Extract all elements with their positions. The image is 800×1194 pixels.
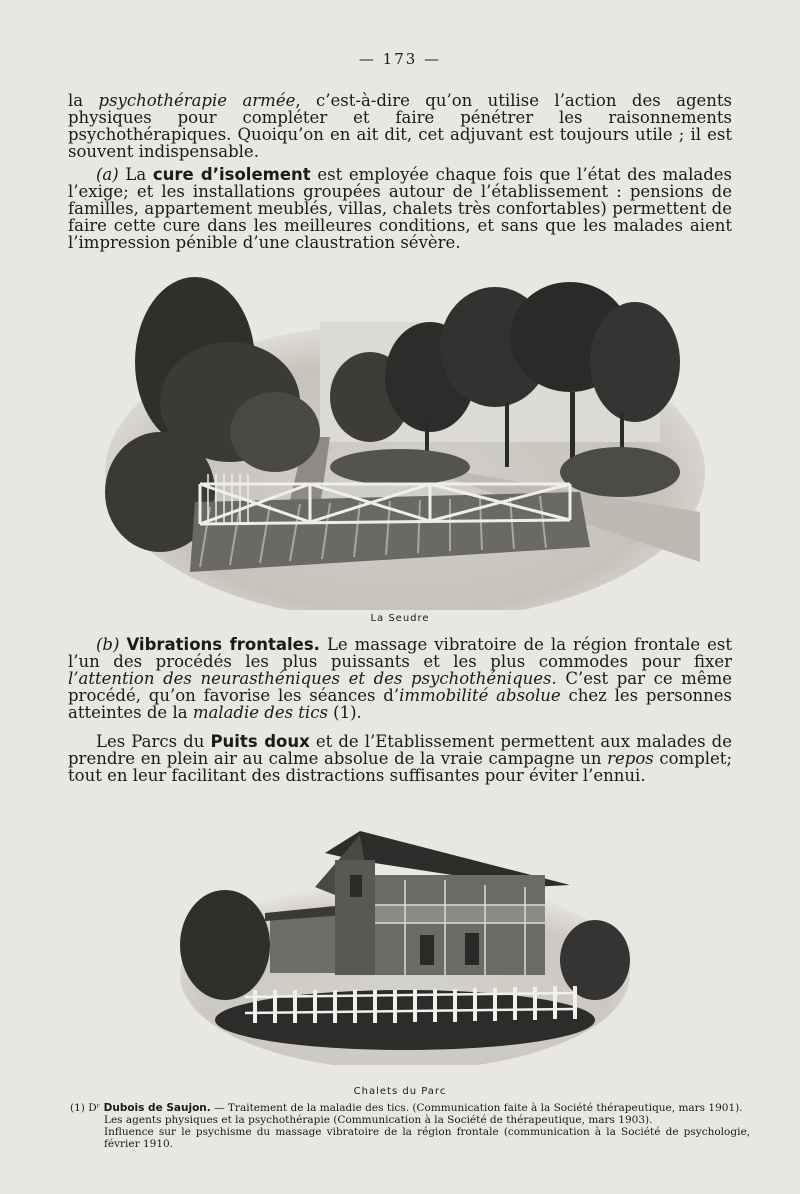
p1-text-2: , c’est-à-dire qu’on utilise l’action des agents physiques pour compléter et faire pénétrer les raisonnements psychothérapiques. Quoiqu’on en ait dit, cet adjuvant est toujours utile ; il est souvent indispensable. [68, 91, 732, 161]
photo-la-seudre [100, 262, 710, 610]
p3-text-3: chez les personnes atteintes de la [68, 686, 733, 722]
p3-marker: (b) [96, 635, 120, 654]
footnote-line-3: Influence sur le psychisme du massage vibratoire de la région frontale (communication à la Société de psychologie, février 1910. [104, 1126, 750, 1150]
chalet-photo [175, 825, 635, 1065]
p3-italic-1: l’attention des neurasthéniques et des psychothéniques. [68, 669, 557, 688]
photo-chalets-du-parc [175, 825, 635, 1065]
footnote-line-2: Les agents physiques et la psychothérapie (Communication à la Société de thérapeutique, mars 1903). [104, 1114, 653, 1126]
bridge-river-photo [100, 262, 710, 610]
p2-text-2: est employée chaque fois que l’état des malades l’exige; et les installations groupées autour de l’établissement : pensions de familles, appartement meublés, villas, chalets très confortables) permettent de faire cette cure dans les meilleures conditions, et sans que les malades aient l’impression pénible d’une claustration sévère. [68, 165, 732, 252]
paragraph-cure-isolement [68, 166, 732, 251]
footnote-line-1: — Traitement de la maladie des tics. (Communication faite à la Société thérapeutique, mars 1901). [210, 1102, 743, 1114]
p3-text-4: (1). [327, 703, 362, 722]
p3-text-2: C’est par ce même procédé, qu’on favorise les séances d’ [68, 669, 733, 705]
caption-chalets-du-parc: Chalets du Parc [353, 1086, 447, 1097]
footnote-marker: (1) Dʳ [70, 1102, 101, 1114]
p3-italic-3: maladie des tics [192, 703, 328, 722]
footnote-author: Dubois de Saujon. [103, 1102, 211, 1114]
p4-text-1: Les Parcs du [96, 732, 211, 751]
p4-text-3: complet; tout en leur facilitant des distractions suffisantes pour éviter l’ennui. [68, 749, 732, 785]
p4-italic: repos [607, 749, 654, 768]
p2-bold: cure d’isolement [152, 165, 311, 184]
p4-text-2: et de l’Etablissement permettent aux malades de prendre en plein air au calme absolue de la vraie campagne un [68, 732, 732, 768]
p1-italic: psychothérapie armée [98, 91, 296, 110]
p4-bold: Puits doux [210, 732, 310, 751]
paragraph-vibrations-frontales [68, 636, 732, 721]
paragraph-psychotherapie [68, 92, 732, 160]
footnote-1 [70, 1102, 750, 1114]
paragraph-parcs [68, 733, 732, 784]
p3-italic-2: immobilité absolue [399, 686, 561, 705]
caption-la-seudre: La Seudre [370, 613, 430, 624]
p3-bold: Vibrations frontales. [126, 635, 320, 654]
page-number: — 173 — [358, 50, 442, 68]
p3-text-1: Le massage vibratoire de la région frontale est l’un des procédés les plus puissants et les plus commodes pour fixer [68, 635, 733, 671]
footnotes [70, 1102, 750, 1150]
p2-marker: (a) [96, 165, 119, 184]
p1-text-1: la [68, 91, 99, 110]
p2-text-1: La [118, 165, 153, 184]
